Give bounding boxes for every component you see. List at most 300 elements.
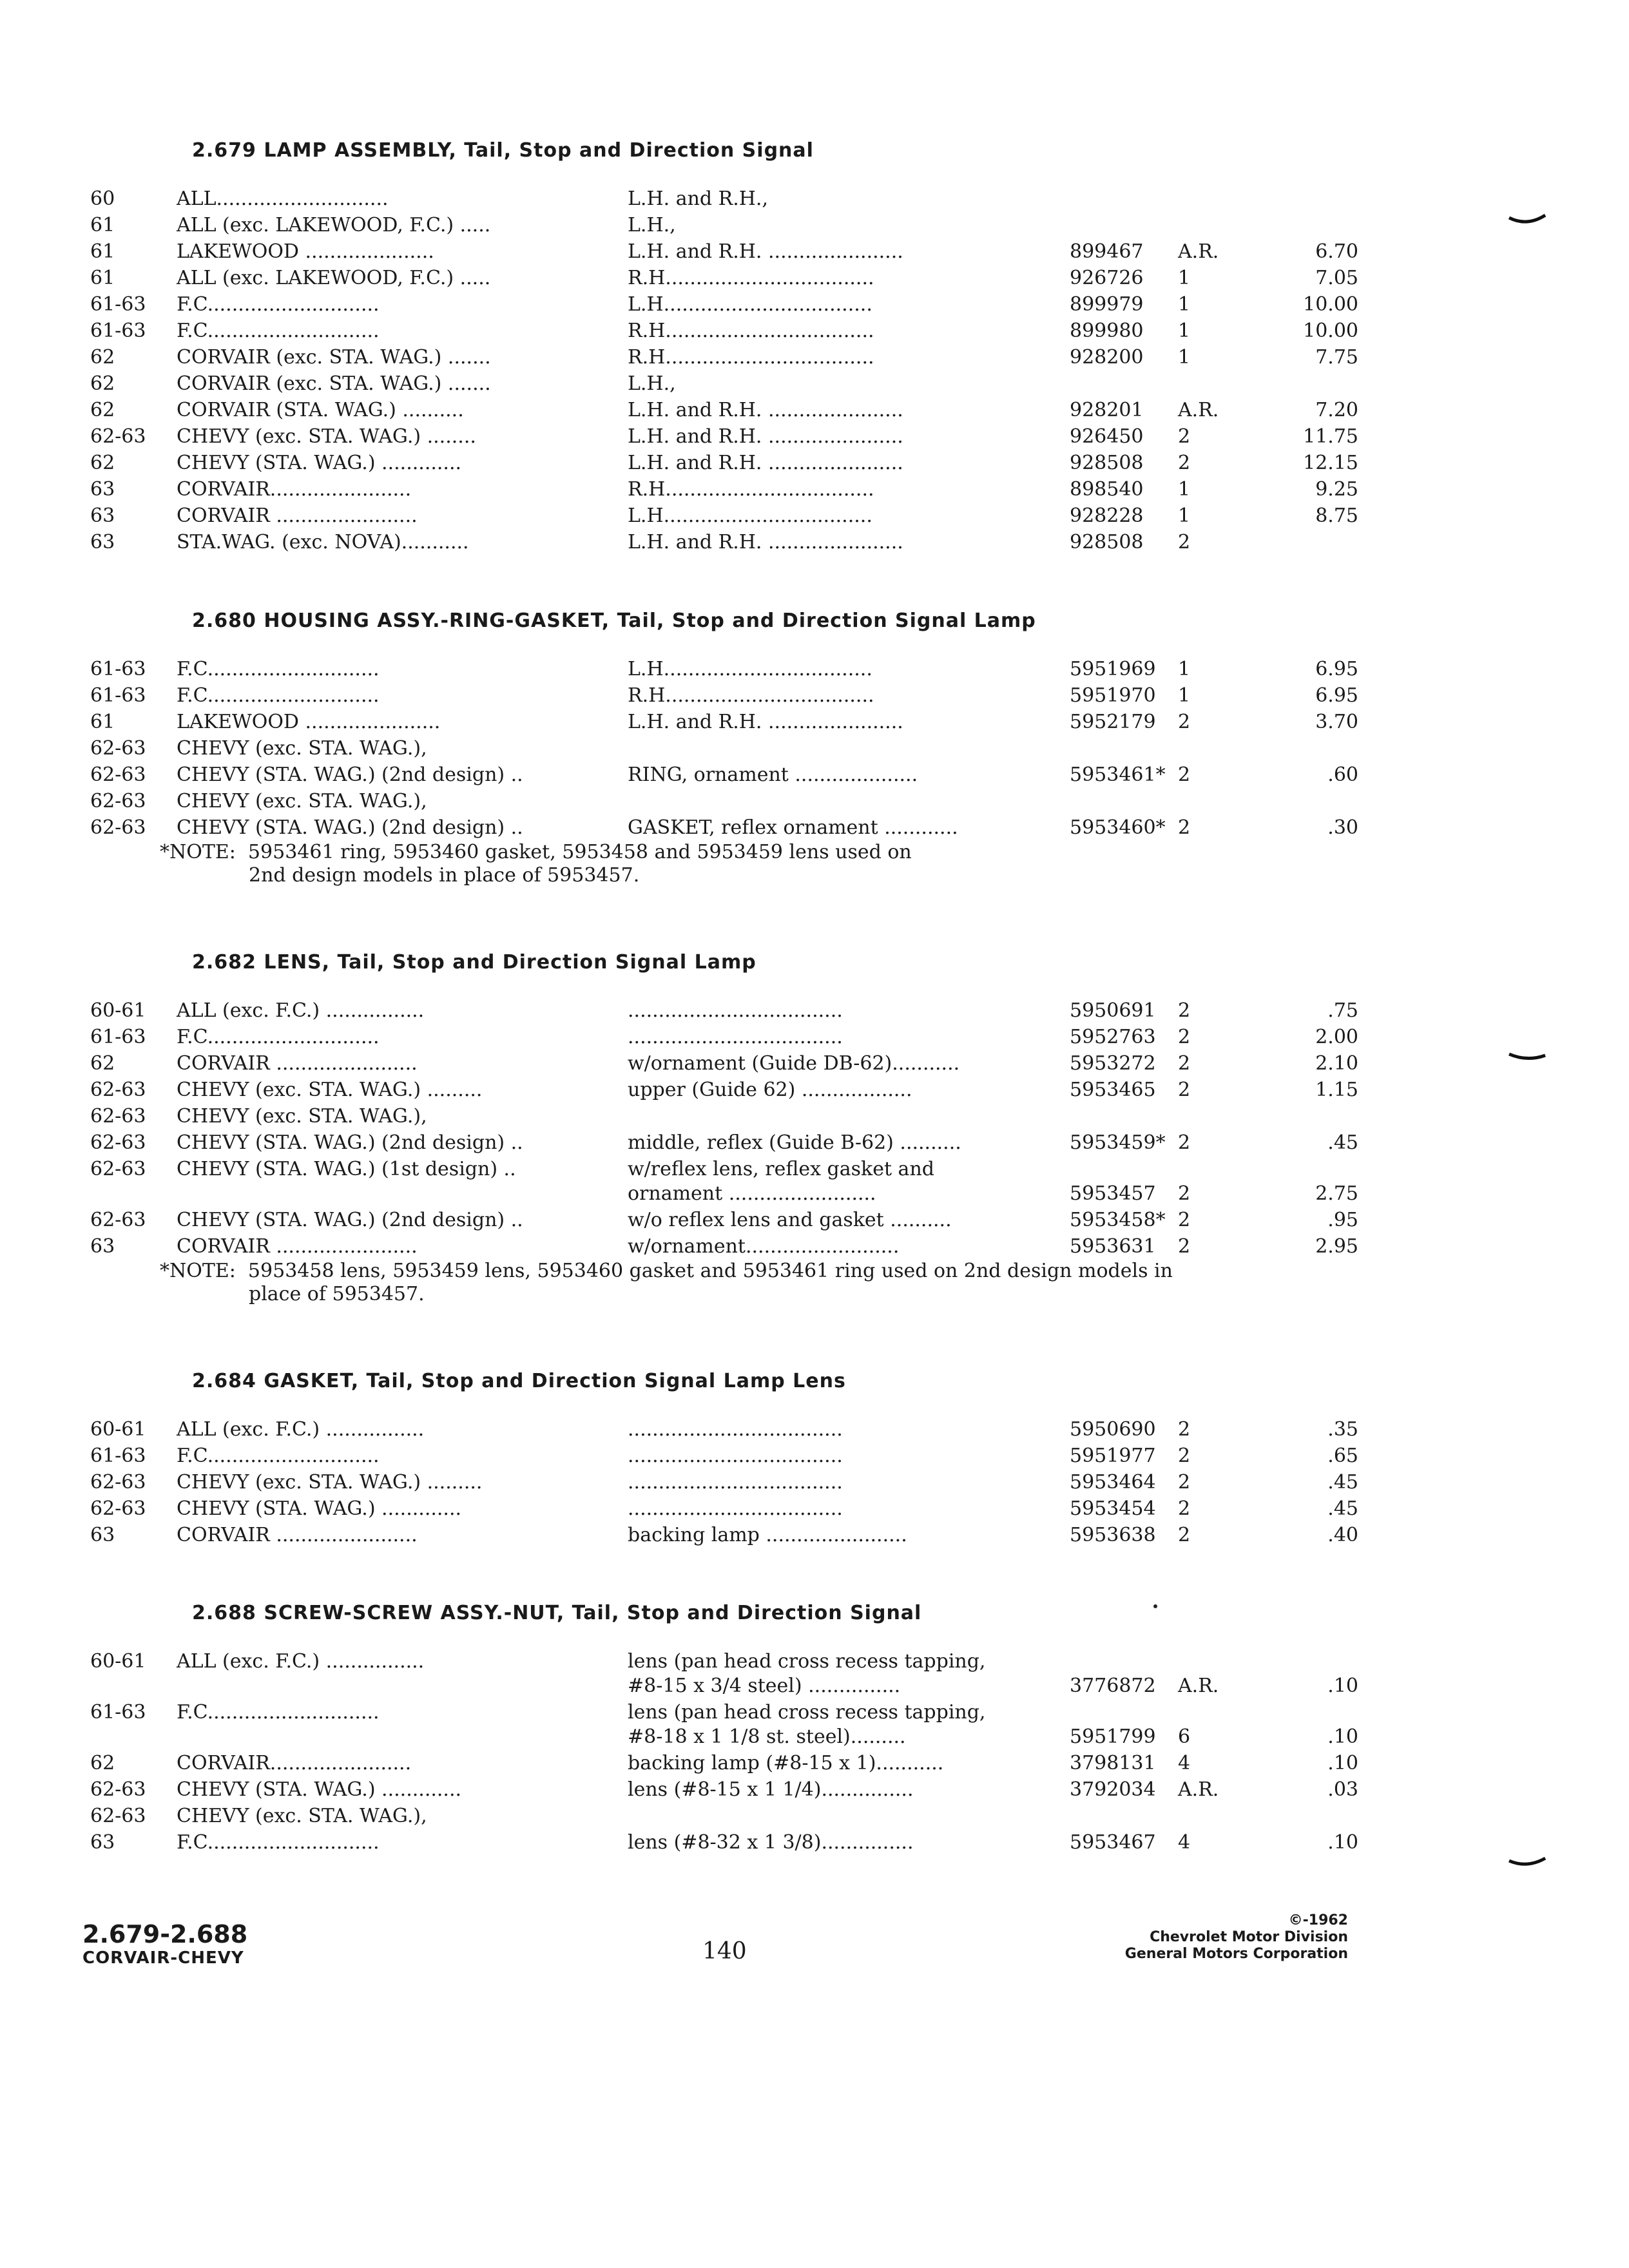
table-row bbox=[82, 1776, 1565, 1803]
footer-code: 2.679-2.688 bbox=[82, 1920, 248, 1948]
price-cell: .30 bbox=[1327, 816, 1358, 839]
part-number-cell: 5953631 bbox=[1070, 1235, 1156, 1258]
model-cell: CHEVY (STA. WAG.) (2nd design) .. bbox=[177, 1209, 523, 1231]
table-row bbox=[82, 344, 1565, 370]
footer-publisher bbox=[1095, 1912, 1348, 1963]
quantity-cell: 2 bbox=[1178, 816, 1191, 839]
section-title: 2.684 GASKET, Tail, Stop and Direction Signal Lamp Lens bbox=[192, 1370, 846, 1392]
price-cell: 8.75 bbox=[1315, 505, 1358, 527]
model-cell: CORVAIR (exc. STA. WAG.) ....... bbox=[177, 372, 491, 395]
description-cell: w/reflex lens, reflex gasket and bbox=[628, 1158, 934, 1180]
quantity-cell: 2 bbox=[1178, 1079, 1191, 1101]
year-cell: 62 bbox=[90, 346, 115, 369]
quantity-cell: 1 bbox=[1178, 478, 1191, 501]
model-cell: CORVAIR ....................... bbox=[177, 505, 418, 527]
price-cell: .10 bbox=[1327, 1752, 1358, 1774]
model-cell: F.C............................ bbox=[177, 1026, 380, 1048]
description-cell: L.H.................................. bbox=[628, 293, 872, 316]
description-cell: GASKET, reflex ornament ............ bbox=[628, 816, 958, 839]
binder-tick-mark bbox=[1508, 213, 1547, 228]
section-title: 2.680 HOUSING ASSY.-RING-GASKET, Tail, Stop and Direction Signal Lamp bbox=[192, 610, 1036, 632]
description-cell: #8-15 x 3/4 steel) ............... bbox=[628, 1675, 901, 1697]
year-cell: 62-63 bbox=[90, 1778, 146, 1801]
price-cell: 2.95 bbox=[1315, 1235, 1358, 1258]
model-cell: F.C............................ bbox=[177, 684, 380, 707]
description-cell: L.H.................................. bbox=[628, 658, 872, 680]
table-row bbox=[82, 450, 1565, 476]
part-number-cell: 926726 bbox=[1070, 267, 1144, 289]
model-cell: CHEVY (exc. STA. WAG.), bbox=[177, 1105, 427, 1128]
year-cell: 62-63 bbox=[90, 816, 146, 839]
description-cell: ................................... bbox=[628, 1445, 843, 1467]
part-number-cell: 5953458* bbox=[1070, 1209, 1166, 1231]
table-row bbox=[82, 318, 1565, 344]
table-row bbox=[82, 291, 1565, 318]
description-cell: R.H.................................. bbox=[628, 684, 874, 707]
year-cell: 63 bbox=[90, 1235, 115, 1258]
binder-tick-mark bbox=[1508, 1856, 1547, 1871]
model-cell: F.C............................ bbox=[177, 320, 380, 342]
description-cell: L.H. and R.H., bbox=[628, 187, 768, 210]
quantity-cell: 2 bbox=[1178, 1052, 1191, 1075]
price-cell: 6.95 bbox=[1315, 684, 1358, 707]
quantity-cell: A.R. bbox=[1178, 1778, 1219, 1801]
description-cell: L.H. and R.H. ...................... bbox=[628, 425, 903, 448]
quantity-cell: 1 bbox=[1178, 267, 1191, 289]
part-number-cell: 928508 bbox=[1070, 531, 1144, 553]
model-cell: ALL (exc. LAKEWOOD, F.C.) ..... bbox=[177, 214, 491, 236]
note-line: *NOTE: 5953461 ring, 5953460 gasket, 5953458 and 5953459 lens used on bbox=[160, 841, 912, 863]
model-cell: F.C............................ bbox=[177, 293, 380, 316]
parts-section bbox=[82, 606, 1565, 887]
description-cell: ornament ........................ bbox=[628, 1182, 876, 1205]
table-row bbox=[82, 1803, 1565, 1829]
part-number-cell: 5953454 bbox=[1070, 1497, 1156, 1520]
price-cell: .10 bbox=[1327, 1675, 1358, 1697]
quantity-cell: 1 bbox=[1178, 320, 1191, 342]
model-cell: CHEVY (STA. WAG.) ............. bbox=[177, 452, 462, 474]
model-cell: CHEVY (STA. WAG.) (2nd design) .. bbox=[177, 816, 523, 839]
price-cell: .10 bbox=[1327, 1831, 1358, 1854]
part-number-cell: 5950690 bbox=[1070, 1418, 1156, 1441]
note-line: place of 5953457. bbox=[249, 1283, 425, 1305]
price-cell: .95 bbox=[1327, 1209, 1358, 1231]
model-cell: CHEVY (exc. STA. WAG.) ........ bbox=[177, 425, 476, 448]
division-line: Chevrolet Motor Division bbox=[1150, 1929, 1348, 1945]
description-cell: L.H.................................. bbox=[628, 505, 872, 527]
price-cell: 6.95 bbox=[1315, 658, 1358, 680]
section-title: 2.682 LENS, Tail, Stop and Direction Signal Lamp bbox=[192, 951, 757, 974]
quantity-cell: 1 bbox=[1178, 505, 1191, 527]
table-row bbox=[82, 1750, 1565, 1776]
price-cell: 2.10 bbox=[1315, 1052, 1358, 1075]
year-cell: 63 bbox=[90, 531, 115, 553]
model-cell: CHEVY (exc. STA. WAG.), bbox=[177, 1805, 427, 1827]
model-cell: ALL (exc. F.C.) ................ bbox=[177, 999, 425, 1022]
description-cell: #8-18 x 1 1/8 st. steel)......... bbox=[628, 1725, 906, 1748]
quantity-cell: 1 bbox=[1178, 293, 1191, 316]
description-cell: R.H.................................. bbox=[628, 320, 874, 342]
part-number-cell: 928201 bbox=[1070, 399, 1144, 421]
quantity-cell: 2 bbox=[1178, 1418, 1191, 1441]
part-number-cell: 928508 bbox=[1070, 452, 1144, 474]
year-cell: 61-63 bbox=[90, 1701, 146, 1724]
description-cell: R.H.................................. bbox=[628, 267, 874, 289]
year-cell: 60 bbox=[90, 187, 115, 210]
year-cell: 62-63 bbox=[90, 425, 146, 448]
part-number-cell: 5950691 bbox=[1070, 999, 1156, 1022]
price-cell: 10.00 bbox=[1303, 293, 1358, 316]
model-cell: CORVAIR (exc. STA. WAG.) ....... bbox=[177, 346, 491, 369]
quantity-cell: 2 bbox=[1178, 1471, 1191, 1494]
price-cell: .03 bbox=[1327, 1778, 1358, 1801]
table-row bbox=[82, 529, 1565, 555]
table-row bbox=[82, 503, 1565, 529]
year-cell: 62 bbox=[90, 452, 115, 474]
table-row bbox=[82, 1443, 1565, 1469]
quantity-cell: 6 bbox=[1178, 1725, 1191, 1748]
table-row bbox=[82, 814, 1565, 841]
parts-table bbox=[82, 1416, 1565, 1548]
table-row bbox=[82, 1699, 1565, 1725]
table-row bbox=[82, 1050, 1565, 1077]
page-number: 140 bbox=[702, 1938, 747, 1965]
quantity-cell: 4 bbox=[1178, 1831, 1191, 1854]
part-number-cell: 5953638 bbox=[1070, 1524, 1156, 1546]
price-cell: 7.05 bbox=[1315, 267, 1358, 289]
description-cell: middle, reflex (Guide B-62) .......... bbox=[628, 1131, 961, 1154]
description-cell: backing lamp ....................... bbox=[628, 1524, 907, 1546]
year-cell: 62-63 bbox=[90, 1209, 146, 1231]
price-cell: 10.00 bbox=[1303, 320, 1358, 342]
description-cell: L.H. and R.H. ...................... bbox=[628, 711, 903, 733]
binder-tick-mark bbox=[1508, 1050, 1547, 1066]
price-cell: 12.15 bbox=[1303, 452, 1358, 474]
year-cell: 62 bbox=[90, 399, 115, 421]
description-cell: ................................... bbox=[628, 1418, 843, 1441]
year-cell: 62-63 bbox=[90, 1805, 146, 1827]
part-number-cell: 5953467 bbox=[1070, 1831, 1156, 1854]
table-row bbox=[82, 1829, 1565, 1856]
quantity-cell: 2 bbox=[1178, 452, 1191, 474]
quantity-cell: 4 bbox=[1178, 1752, 1191, 1774]
table-row bbox=[82, 656, 1565, 682]
year-cell: 62-63 bbox=[90, 1158, 146, 1180]
model-cell: F.C............................ bbox=[177, 1445, 380, 1467]
quantity-cell: 2 bbox=[1178, 1209, 1191, 1231]
description-cell: ................................... bbox=[628, 1497, 843, 1520]
year-cell: 62-63 bbox=[90, 790, 146, 812]
quantity-cell: 2 bbox=[1178, 1182, 1191, 1205]
section-title: 2.679 LAMP ASSEMBLY, Tail, Stop and Direction Signal bbox=[192, 139, 814, 162]
part-number-cell: 928228 bbox=[1070, 505, 1144, 527]
year-cell: 62-63 bbox=[90, 764, 146, 786]
part-number-cell: 5951977 bbox=[1070, 1445, 1156, 1467]
quantity-cell: 2 bbox=[1178, 531, 1191, 553]
description-cell: L.H., bbox=[628, 372, 676, 395]
year-cell: 61 bbox=[90, 240, 115, 263]
year-cell: 61 bbox=[90, 267, 115, 289]
quantity-cell: 2 bbox=[1178, 1497, 1191, 1520]
year-cell: 62 bbox=[90, 1052, 115, 1075]
model-cell: CORVAIR (STA. WAG.) .......... bbox=[177, 399, 464, 421]
table-row bbox=[82, 1416, 1565, 1443]
table-row bbox=[82, 1103, 1565, 1129]
year-cell: 60-61 bbox=[90, 1650, 146, 1673]
price-cell: 1.15 bbox=[1315, 1079, 1358, 1101]
table-row bbox=[82, 1156, 1565, 1182]
model-cell: CORVAIR ....................... bbox=[177, 1524, 418, 1546]
model-cell: CORVAIR ....................... bbox=[177, 1235, 418, 1258]
price-cell: .35 bbox=[1327, 1418, 1358, 1441]
model-cell: ALL (exc. F.C.) ................ bbox=[177, 1418, 425, 1441]
quantity-cell: 2 bbox=[1178, 1131, 1191, 1154]
description-cell: RING, ornament .................... bbox=[628, 764, 918, 786]
year-cell: 60-61 bbox=[90, 999, 146, 1022]
model-cell: CORVAIR ....................... bbox=[177, 1052, 418, 1075]
part-number-cell: 926450 bbox=[1070, 425, 1144, 448]
section-note bbox=[82, 841, 1565, 887]
footer-subtitle: CORVAIR-CHEVY bbox=[82, 1948, 244, 1968]
year-cell: 62-63 bbox=[90, 1079, 146, 1101]
year-cell: 62-63 bbox=[90, 737, 146, 760]
part-number-cell: 899979 bbox=[1070, 293, 1144, 316]
model-cell: CHEVY (exc. STA. WAG.) ......... bbox=[177, 1079, 483, 1101]
quantity-cell: 2 bbox=[1178, 999, 1191, 1022]
table-row bbox=[82, 682, 1565, 709]
part-number-cell: 5953461* bbox=[1070, 764, 1166, 786]
part-number-cell: 5953457 bbox=[1070, 1182, 1156, 1205]
year-cell: 63 bbox=[90, 1831, 115, 1854]
table-row bbox=[82, 186, 1565, 212]
year-cell: 63 bbox=[90, 1524, 115, 1546]
part-number-cell: 5951799 bbox=[1070, 1725, 1156, 1748]
description-cell: w/ornament (Guide DB-62)........... bbox=[628, 1052, 960, 1075]
model-cell: CHEVY (STA. WAG.) ............. bbox=[177, 1778, 462, 1801]
model-cell: F.C............................ bbox=[177, 1701, 380, 1724]
part-number-cell: 5953460* bbox=[1070, 816, 1166, 839]
year-cell: 62 bbox=[90, 372, 115, 395]
note-line: *NOTE: 5953458 lens, 5953459 lens, 5953460 gasket and 5953461 ring used on 2nd design models in bbox=[160, 1260, 1173, 1282]
price-cell: .45 bbox=[1327, 1497, 1358, 1520]
table-row bbox=[82, 1207, 1565, 1233]
year-cell: 62-63 bbox=[90, 1131, 146, 1154]
model-cell: ALL (exc. F.C.) ................ bbox=[177, 1650, 425, 1673]
model-cell: ALL (exc. LAKEWOOD, F.C.) ..... bbox=[177, 267, 491, 289]
year-cell: 61-63 bbox=[90, 658, 146, 680]
table-row bbox=[82, 1648, 1565, 1675]
part-number-cell: 5953459* bbox=[1070, 1131, 1166, 1154]
model-cell: CHEVY (STA. WAG.) ............. bbox=[177, 1497, 462, 1520]
description-cell: ................................... bbox=[628, 1026, 843, 1048]
price-cell: .45 bbox=[1327, 1471, 1358, 1494]
quantity-cell: 1 bbox=[1178, 346, 1191, 369]
part-number-cell: 5951969 bbox=[1070, 658, 1156, 680]
description-cell: upper (Guide 62) .................. bbox=[628, 1079, 912, 1101]
part-number-cell: 5952763 bbox=[1070, 1026, 1156, 1048]
table-row bbox=[82, 397, 1565, 423]
price-cell: 2.75 bbox=[1315, 1182, 1358, 1205]
parts-table bbox=[82, 1648, 1565, 1856]
year-cell: 61-63 bbox=[90, 293, 146, 316]
quantity-cell: A.R. bbox=[1178, 240, 1219, 263]
parts-table bbox=[82, 186, 1565, 555]
description-cell: lens (#8-15 x 1 1/4)............... bbox=[628, 1778, 914, 1801]
year-cell: 61-63 bbox=[90, 1445, 146, 1467]
corporation-line: General Motors Corporation bbox=[1124, 1946, 1348, 1962]
description-cell: w/o reflex lens and gasket .......... bbox=[628, 1209, 952, 1231]
part-number-cell: 928200 bbox=[1070, 346, 1144, 369]
price-cell: 9.25 bbox=[1315, 478, 1358, 501]
year-cell: 62-63 bbox=[90, 1105, 146, 1128]
model-cell: F.C............................ bbox=[177, 1831, 380, 1854]
year-cell: 61 bbox=[90, 214, 115, 236]
quantity-cell: 2 bbox=[1178, 1026, 1191, 1048]
table-row bbox=[82, 1024, 1565, 1050]
table-row bbox=[82, 735, 1565, 762]
section-note bbox=[82, 1260, 1565, 1306]
part-number-cell: 3792034 bbox=[1070, 1778, 1156, 1801]
model-cell: F.C............................ bbox=[177, 658, 380, 680]
table-row bbox=[82, 265, 1565, 291]
price-cell: 3.70 bbox=[1315, 711, 1358, 733]
table-row bbox=[82, 212, 1565, 238]
model-cell: LAKEWOOD ..................... bbox=[177, 240, 434, 263]
table-row bbox=[82, 1725, 1565, 1750]
description-cell: lens (pan head cross recess tapping, bbox=[628, 1701, 986, 1724]
description-cell: L.H. and R.H. ...................... bbox=[628, 531, 903, 553]
price-cell: 11.75 bbox=[1303, 425, 1358, 448]
model-cell: CHEVY (exc. STA. WAG.), bbox=[177, 737, 427, 760]
table-row bbox=[82, 423, 1565, 450]
model-cell: CHEVY (STA. WAG.) (2nd design) .. bbox=[177, 1131, 523, 1154]
parts-table bbox=[82, 656, 1565, 841]
price-cell: .65 bbox=[1327, 1445, 1358, 1467]
year-cell: 61 bbox=[90, 711, 115, 733]
table-row bbox=[82, 1522, 1565, 1548]
table-row bbox=[82, 1129, 1565, 1156]
description-cell: lens (pan head cross recess tapping, bbox=[628, 1650, 986, 1673]
table-row bbox=[82, 1495, 1565, 1522]
year-cell: 60-61 bbox=[90, 1418, 146, 1441]
table-row bbox=[82, 1675, 1565, 1699]
quantity-cell: A.R. bbox=[1178, 1675, 1219, 1697]
year-cell: 62 bbox=[90, 1752, 115, 1774]
table-row bbox=[82, 1469, 1565, 1495]
model-cell: CORVAIR....................... bbox=[177, 1752, 412, 1774]
quantity-cell: 1 bbox=[1178, 658, 1191, 680]
year-cell: 63 bbox=[90, 505, 115, 527]
section-title: 2.688 SCREW-SCREW ASSY.-NUT, Tail, Stop and Direction Signal bbox=[192, 1602, 922, 1624]
part-number-cell: 5951970 bbox=[1070, 684, 1156, 707]
speck-mark bbox=[1153, 1604, 1157, 1608]
note-line: 2nd design models in place of 5953457. bbox=[249, 864, 640, 887]
parts-section bbox=[82, 1598, 1565, 1856]
price-cell: 7.20 bbox=[1315, 399, 1358, 421]
table-row bbox=[82, 709, 1565, 735]
part-number-cell: 5952179 bbox=[1070, 711, 1156, 733]
part-number-cell: 898540 bbox=[1070, 478, 1144, 501]
model-cell: CORVAIR....................... bbox=[177, 478, 412, 501]
quantity-cell: A.R. bbox=[1178, 399, 1219, 421]
year-cell: 63 bbox=[90, 478, 115, 501]
price-cell: .60 bbox=[1327, 764, 1358, 786]
price-cell: .10 bbox=[1327, 1725, 1358, 1748]
table-row bbox=[82, 1077, 1565, 1103]
parts-section bbox=[82, 1366, 1565, 1548]
part-number-cell: 3776872 bbox=[1070, 1675, 1156, 1697]
description-cell: R.H.................................. bbox=[628, 478, 874, 501]
description-cell: lens (#8-32 x 1 3/8)............... bbox=[628, 1831, 914, 1854]
part-number-cell: 5953464 bbox=[1070, 1471, 1156, 1494]
description-cell: ................................... bbox=[628, 999, 843, 1022]
model-cell: STA.WAG. (exc. NOVA)........... bbox=[177, 531, 469, 553]
description-cell: L.H. and R.H. ...................... bbox=[628, 452, 903, 474]
parts-section bbox=[82, 947, 1565, 1306]
part-number-cell: 899980 bbox=[1070, 320, 1144, 342]
year-cell: 61-63 bbox=[90, 684, 146, 707]
quantity-cell: 1 bbox=[1178, 684, 1191, 707]
table-row bbox=[82, 370, 1565, 397]
table-row bbox=[82, 476, 1565, 503]
price-cell: .75 bbox=[1327, 999, 1358, 1022]
price-cell: .45 bbox=[1327, 1131, 1358, 1154]
quantity-cell: 2 bbox=[1178, 1445, 1191, 1467]
part-number-cell: 5953465 bbox=[1070, 1079, 1156, 1101]
quantity-cell: 2 bbox=[1178, 711, 1191, 733]
year-cell: 61-63 bbox=[90, 320, 146, 342]
quantity-cell: 2 bbox=[1178, 1235, 1191, 1258]
table-row bbox=[82, 1233, 1565, 1260]
price-cell: .40 bbox=[1327, 1524, 1358, 1546]
model-cell: CHEVY (exc. STA. WAG.) ......... bbox=[177, 1471, 483, 1494]
model-cell: CHEVY (exc. STA. WAG.), bbox=[177, 790, 427, 812]
quantity-cell: 2 bbox=[1178, 1524, 1191, 1546]
parts-section bbox=[82, 135, 1565, 555]
price-cell: 6.70 bbox=[1315, 240, 1358, 263]
model-cell: ALL............................ bbox=[177, 187, 389, 210]
part-number-cell: 899467 bbox=[1070, 240, 1144, 263]
quantity-cell: 2 bbox=[1178, 425, 1191, 448]
table-row bbox=[82, 997, 1565, 1024]
table-row bbox=[82, 238, 1565, 265]
year-cell: 62-63 bbox=[90, 1471, 146, 1494]
price-cell: 7.75 bbox=[1315, 346, 1358, 369]
year-cell: 62-63 bbox=[90, 1497, 146, 1520]
description-cell: L.H. and R.H. ...................... bbox=[628, 240, 903, 263]
description-cell: w/ornament......................... bbox=[628, 1235, 900, 1258]
copyright-line: ©-1962 bbox=[1288, 1912, 1348, 1928]
table-row bbox=[82, 788, 1565, 814]
description-cell: R.H.................................. bbox=[628, 346, 874, 369]
description-cell: ................................... bbox=[628, 1471, 843, 1494]
model-cell: CHEVY (STA. WAG.) (1st design) .. bbox=[177, 1158, 516, 1180]
description-cell: L.H., bbox=[628, 214, 676, 236]
year-cell: 61-63 bbox=[90, 1026, 146, 1048]
price-cell: 2.00 bbox=[1315, 1026, 1358, 1048]
footer-section-code bbox=[82, 1920, 247, 1968]
table-row bbox=[82, 1182, 1565, 1207]
model-cell: LAKEWOOD ...................... bbox=[177, 711, 441, 733]
parts-table bbox=[82, 997, 1565, 1260]
model-cell: CHEVY (STA. WAG.) (2nd design) .. bbox=[177, 764, 523, 786]
table-row bbox=[82, 762, 1565, 788]
description-cell: backing lamp (#8-15 x 1)........... bbox=[628, 1752, 944, 1774]
quantity-cell: 2 bbox=[1178, 764, 1191, 786]
part-number-cell: 3798131 bbox=[1070, 1752, 1156, 1774]
description-cell: L.H. and R.H. ...................... bbox=[628, 399, 903, 421]
part-number-cell: 5953272 bbox=[1070, 1052, 1156, 1075]
